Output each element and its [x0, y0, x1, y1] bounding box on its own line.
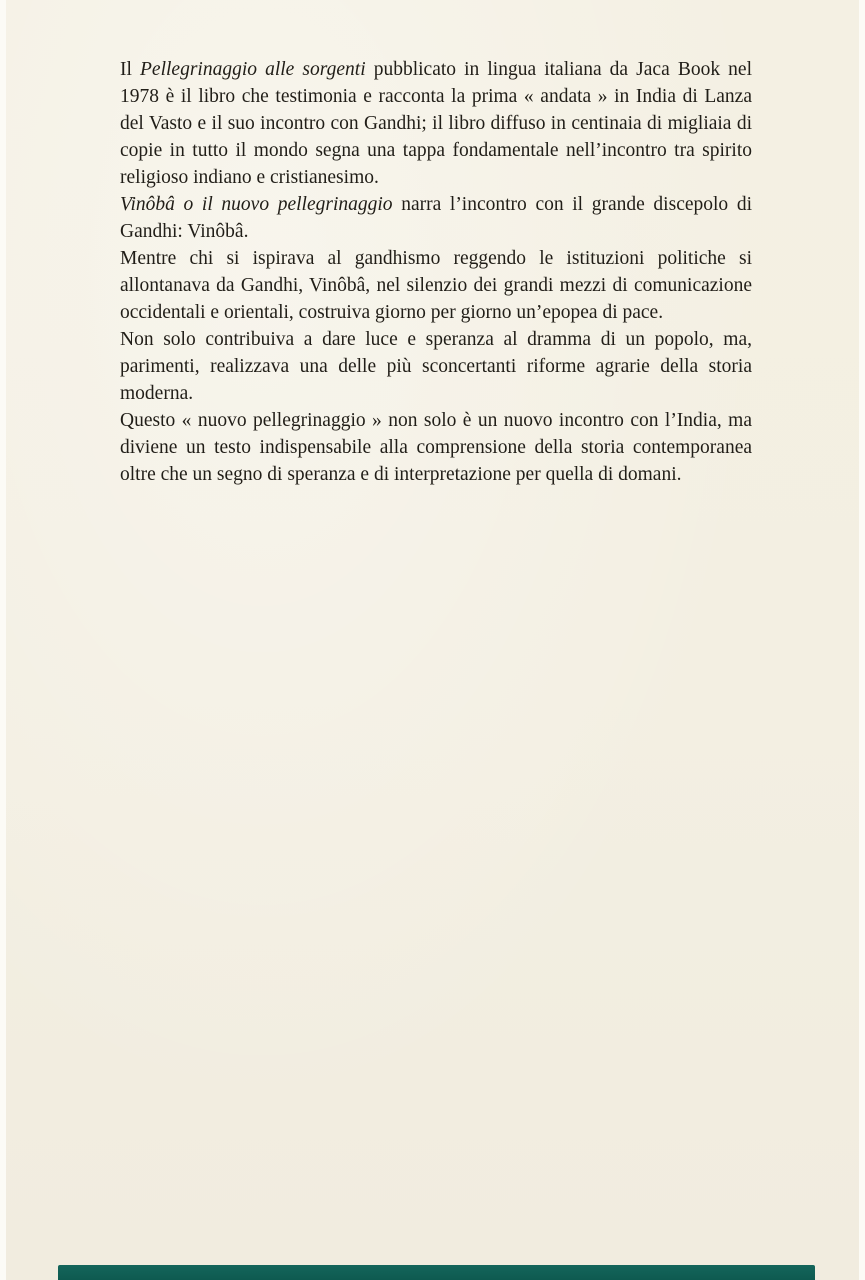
paragraph-4 — [120, 326, 752, 407]
book-back-flap — [6, 0, 859, 1280]
paragraph-2 — [120, 191, 752, 245]
book-title-italic: Pellegrinaggio alle sorgenti — [140, 59, 366, 80]
text-segment: Non solo contribuiva a dare luce e speranza al dramma di un popolo, ma, parimenti, realizzava una delle più sconcertanti riforme agrarie della storia moderna. — [120, 329, 752, 404]
paragraph-3 — [120, 245, 752, 326]
blurb-text — [120, 56, 752, 488]
book-title-italic: Vinôbâ o il nuovo pellegrinaggio — [120, 194, 393, 215]
book-cover-edge — [58, 1265, 815, 1280]
paragraph-1 — [120, 56, 752, 191]
text-segment: Mentre chi si ispirava al gandhismo reggendo le istituzioni politiche si allontanava da Gandhi, Vinôbâ, nel silenzio dei grandi mezzi di comunicazione occidentali e orientali, costruiva giorno per giorno un’epopea di pace. — [120, 248, 752, 323]
paragraph-5 — [120, 407, 752, 488]
text-segment: narra l’incontro con il grande discepolo di Gandhi: Vinôbâ. — [120, 194, 752, 242]
text-segment: Questo « nuovo pellegrinaggio » non solo è un nuovo incontro con l’India, ma diviene un testo indispensabile alla comprensione della storia contemporanea oltre che un segno di speranza e di interpretazione per quella di domani. — [120, 410, 752, 485]
text-segment: pubblicato in lingua italiana da Jaca Book nel 1978 è il libro che testimonia e racconta la prima « andata » in India di Lanza del Vasto e il suo incontro con Gandhi; il libro diffuso in centinaia di migliaia di copie in tutto il mondo segna una tappa fondamentale nell’incontro tra spirito religioso indiano e cristianesimo. — [120, 59, 752, 188]
text-segment: Il — [120, 59, 141, 80]
